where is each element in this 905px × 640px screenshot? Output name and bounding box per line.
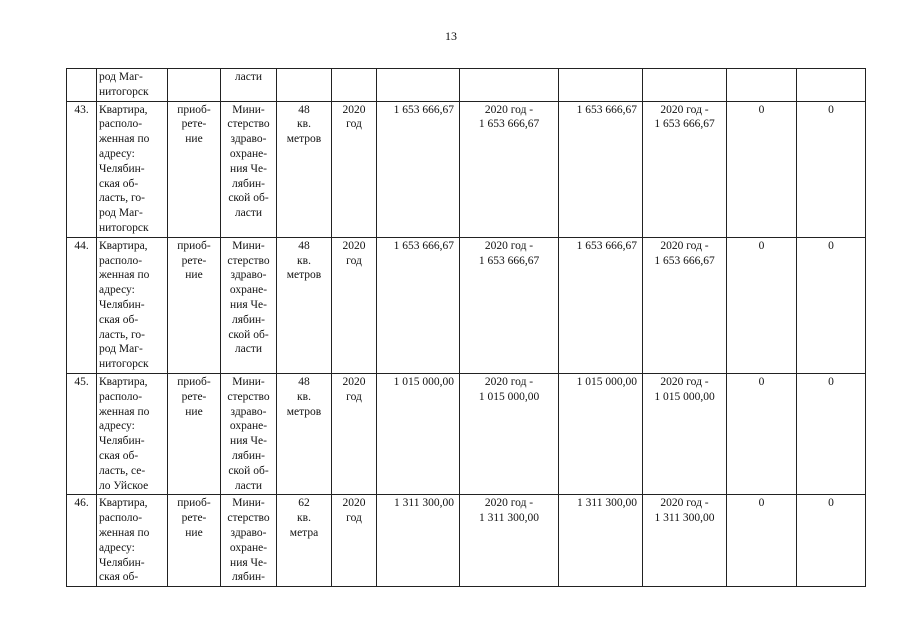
cell-financing2 bbox=[643, 69, 727, 102]
document-table bbox=[66, 68, 866, 587]
cell-organization: Мини- стерство здраво- охране- ния Че- лябин- ской об- ласти bbox=[221, 373, 277, 494]
cell-zero1: 0 bbox=[727, 101, 797, 237]
cell-description: род Маг- нитогорск bbox=[97, 69, 168, 102]
cell-num: 46. bbox=[67, 495, 97, 587]
table-row-46 bbox=[67, 495, 866, 587]
cell-area bbox=[277, 69, 332, 102]
cell-area: 48 кв. метров bbox=[277, 373, 332, 494]
cell-cost2: 1 653 666,67 bbox=[559, 237, 643, 373]
cell-year: 2020 год bbox=[332, 237, 377, 373]
cell-type: приоб- рете- ние bbox=[168, 373, 221, 494]
cell-cost: 1 653 666,67 bbox=[377, 101, 460, 237]
cell-zero2: 0 bbox=[797, 495, 866, 587]
table-row-44 bbox=[67, 237, 866, 373]
cell-cost2: 1 653 666,67 bbox=[559, 101, 643, 237]
table-row-43 bbox=[67, 101, 866, 237]
cell-description: Квартира, располо- женная по адресу: Челябин- ская об- bbox=[97, 495, 168, 587]
cell-organization: ласти bbox=[221, 69, 277, 102]
cell-cost: 1 653 666,67 bbox=[377, 237, 460, 373]
cell-cost: 1 015 000,00 bbox=[377, 373, 460, 494]
cell-zero2: 0 bbox=[797, 101, 866, 237]
cell-description: Квартира, располо- женная по адресу: Челябин- ская об- ласть, го- род Маг- нитогорск bbox=[97, 101, 168, 237]
cell-area: 48 кв. метров bbox=[277, 237, 332, 373]
cell-financing bbox=[460, 69, 559, 102]
cell-num: 43. bbox=[67, 101, 97, 237]
table-row-45 bbox=[67, 373, 866, 494]
cell-financing: 2020 год - 1 311 300,00 bbox=[460, 495, 559, 587]
cell-zero2: 0 bbox=[797, 237, 866, 373]
cell-financing2: 2020 год - 1 311 300,00 bbox=[643, 495, 727, 587]
cell-cost: 1 311 300,00 bbox=[377, 495, 460, 587]
cell-zero1: 0 bbox=[727, 373, 797, 494]
cell-area: 48 кв. метров bbox=[277, 101, 332, 237]
cell-year: 2020 год bbox=[332, 495, 377, 587]
cell-type: приоб- рете- ние bbox=[168, 101, 221, 237]
cell-cost2 bbox=[559, 69, 643, 102]
cell-year: 2020 год bbox=[332, 373, 377, 494]
cell-num bbox=[67, 69, 97, 102]
cell-description: Квартира, располо- женная по адресу: Челябин- ская об- ласть, го- род Маг- нитогорск bbox=[97, 237, 168, 373]
cell-type: приоб- рете- ние bbox=[168, 495, 221, 587]
cell-num: 45. bbox=[67, 373, 97, 494]
cell-cost2: 1 015 000,00 bbox=[559, 373, 643, 494]
cell-organization: Мини- стерство здраво- охране- ния Че- лябин- bbox=[221, 495, 277, 587]
page-number: 13 bbox=[445, 29, 457, 43]
cell-type: приоб- рете- ние bbox=[168, 237, 221, 373]
cell-cost2: 1 311 300,00 bbox=[559, 495, 643, 587]
cell-area: 62 кв. метра bbox=[277, 495, 332, 587]
cell-financing: 2020 год - 1 015 000,00 bbox=[460, 373, 559, 494]
cell-year bbox=[332, 69, 377, 102]
cell-financing2: 2020 год - 1 653 666,67 bbox=[643, 101, 727, 237]
cell-organization: Мини- стерство здраво- охране- ния Че- лябин- ской об- ласти bbox=[221, 101, 277, 237]
cell-zero2: 0 bbox=[797, 373, 866, 494]
cell-zero2 bbox=[797, 69, 866, 102]
cell-description: Квартира, располо- женная по адресу: Челябин- ская об- ласть, се- ло Уйское bbox=[97, 373, 168, 494]
cell-zero1: 0 bbox=[727, 495, 797, 587]
cell-organization: Мини- стерство здраво- охране- ния Че- лябин- ской об- ласти bbox=[221, 237, 277, 373]
table-row-continuation bbox=[67, 69, 866, 102]
cell-cost bbox=[377, 69, 460, 102]
cell-year: 2020 год bbox=[332, 101, 377, 237]
cell-financing2: 2020 год - 1 653 666,67 bbox=[643, 237, 727, 373]
cell-type bbox=[168, 69, 221, 102]
cell-financing: 2020 год - 1 653 666,67 bbox=[460, 101, 559, 237]
cell-zero1: 0 bbox=[727, 237, 797, 373]
cell-financing2: 2020 год - 1 015 000,00 bbox=[643, 373, 727, 494]
cell-financing: 2020 год - 1 653 666,67 bbox=[460, 237, 559, 373]
cell-num: 44. bbox=[67, 237, 97, 373]
cell-zero1 bbox=[727, 69, 797, 102]
